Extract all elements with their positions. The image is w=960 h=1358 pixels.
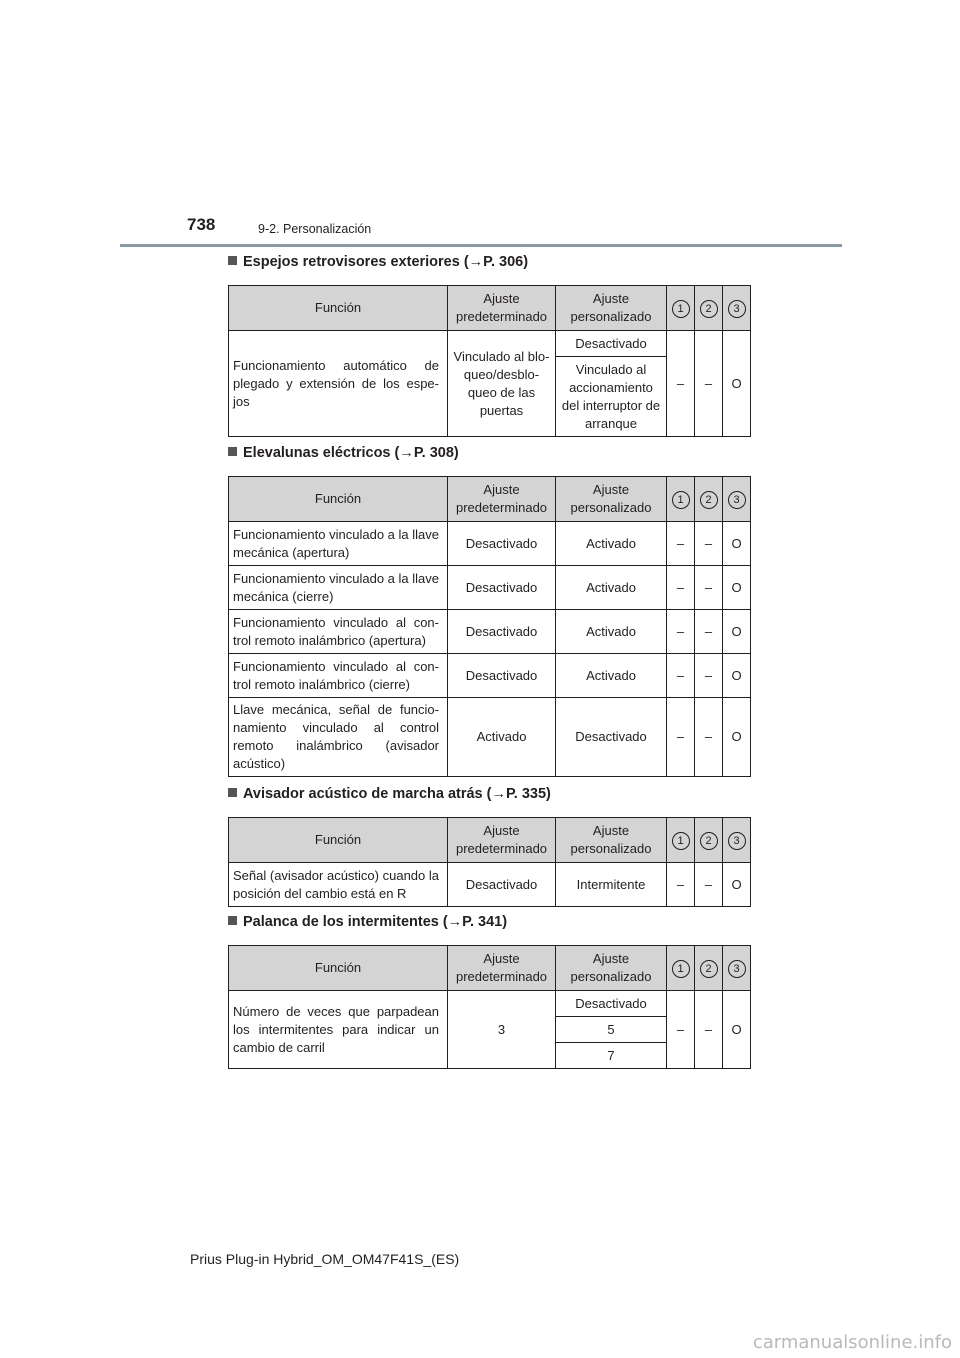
cell-c3: O [723,698,751,777]
table-elevalunas [228,476,751,777]
col-3 [723,286,751,331]
col-ajuste-personalizado: Ajuste personalizado [556,818,667,863]
bullet-square-icon [228,447,237,456]
circled-1-icon: 1 [672,491,690,509]
cell-c1: – [667,863,695,907]
cell-c2: – [695,331,723,437]
table-row [229,654,751,698]
cell-funcion: Funcionamiento vinculado al con-trol remoto inalámbrico (cierre) [229,654,448,698]
cell-c1: – [667,331,695,437]
col-funcion: Función [229,477,448,522]
cell-pers: Activado [556,522,667,566]
table-espejos [228,285,751,437]
circled-2-icon: 2 [700,832,718,850]
cell-c3: O [723,991,751,1069]
cell-pred: Desactivado [448,522,556,566]
col-2 [695,477,723,522]
cell-pers: Desactivado [556,698,667,777]
cell-pers: Activado [556,654,667,698]
cell-pers: Activado [556,610,667,654]
cell-pers: Vinculado al accionamiento del interruptor de arranque [556,357,667,437]
col-ajuste-predeterminado: Ajuste predeterminado [448,286,556,331]
cell-pers: Desactivado [556,331,667,357]
circled-2-icon: 2 [700,300,718,318]
circled-3-icon: 3 [728,832,746,850]
col-1 [667,286,695,331]
col-ajuste-predeterminado: Ajuste predeterminado [448,946,556,991]
cell-pers: Activado [556,566,667,610]
heading-espejos [228,254,528,270]
cell-pred: Desactivado [448,566,556,610]
table-avisador [228,817,751,907]
cell-pers: 7 [556,1043,667,1069]
heading-avisador [228,786,551,802]
cell-pred: Desactivado [448,654,556,698]
cell-funcion: Señal (avisador acústico) cuando la posición del cambio está en R [229,863,448,907]
heading-intermitentes [228,914,507,930]
cell-c2: – [695,698,723,777]
col-1 [667,818,695,863]
cell-c3: O [723,610,751,654]
col-ajuste-predeterminado: Ajuste predeterminado [448,818,556,863]
table-row [229,698,751,777]
cell-c1: – [667,654,695,698]
heading-text: Avisador acústico de marcha atrás (→P. 335) [243,786,551,802]
bullet-square-icon [228,916,237,925]
circled-1-icon: 1 [672,832,690,850]
cell-funcion: Número de veces que parpadean los intermitentes para indicar un cambio de carril [229,991,448,1069]
bullet-square-icon [228,788,237,797]
col-1 [667,946,695,991]
col-funcion: Función [229,946,448,991]
cell-c2: – [695,863,723,907]
cell-c1: – [667,698,695,777]
table-row [229,566,751,610]
col-ajuste-personalizado: Ajuste personalizado [556,477,667,522]
circled-1-icon: 1 [672,300,690,318]
cell-c2: – [695,610,723,654]
cell-funcion: Funcionamiento vinculado al con-trol remoto inalámbrico (apertura) [229,610,448,654]
circled-3-icon: 3 [728,491,746,509]
page-number: 738 [187,215,216,234]
cell-c1: – [667,991,695,1069]
cell-funcion: Funcionamiento vinculado a la llave mecánica (apertura) [229,522,448,566]
cell-c3: O [723,566,751,610]
col-ajuste-personalizado: Ajuste personalizado [556,946,667,991]
cell-funcion: Funcionamiento vinculado a la llave mecánica (cierre) [229,566,448,610]
col-3 [723,818,751,863]
cell-pred: Desactivado [448,863,556,907]
col-3 [723,946,751,991]
cell-pers: Intermitente [556,863,667,907]
table-row [229,331,751,357]
table-row [229,991,751,1017]
cell-c1: – [667,610,695,654]
table-intermitentes [228,945,751,1069]
cell-pred: Desactivado [448,610,556,654]
col-2 [695,818,723,863]
col-funcion: Función [229,818,448,863]
header-rule [120,244,842,247]
cell-c3: O [723,522,751,566]
col-ajuste-personalizado: Ajuste personalizado [556,286,667,331]
bullet-square-icon [228,256,237,265]
section-title: 9-2. Personalización [258,222,372,236]
cell-c2: – [695,654,723,698]
cell-funcion: Funcionamiento automático de plegado y extensión de los espe-jos [229,331,448,437]
cell-pred: Vinculado al blo-queo/desblo-queo de las puertas [448,331,556,437]
circled-2-icon: 2 [700,491,718,509]
cell-pers: Desactivado [556,991,667,1017]
cell-c3: O [723,331,751,437]
circled-2-icon: 2 [700,960,718,978]
circled-3-icon: 3 [728,300,746,318]
cell-c1: – [667,566,695,610]
watermark: carmanualsonline.info [752,1332,952,1353]
table-row [229,522,751,566]
col-2 [695,286,723,331]
table-row [229,863,751,907]
cell-pers: 5 [556,1017,667,1043]
col-funcion: Función [229,286,448,331]
heading-text: Palanca de los intermitentes (→P. 341) [243,914,508,930]
col-1 [667,477,695,522]
circled-1-icon: 1 [672,960,690,978]
col-2 [695,946,723,991]
footer-text: Prius Plug-in Hybrid_OM_OM47F41S_(ES) [190,1251,460,1267]
cell-c2: – [695,991,723,1069]
circled-3-icon: 3 [728,960,746,978]
cell-pred: Activado [448,698,556,777]
heading-elevalunas [228,445,459,461]
cell-pred: 3 [448,991,556,1069]
cell-c3: O [723,863,751,907]
col-ajuste-predeterminado: Ajuste predeterminado [448,477,556,522]
col-3 [723,477,751,522]
cell-funcion: Llave mecánica, señal de funcio-namiento vinculado al control remoto inalámbrico (avisador acústico) [229,698,448,777]
cell-c2: – [695,522,723,566]
table-row [229,610,751,654]
cell-c2: – [695,566,723,610]
cell-c3: O [723,654,751,698]
heading-text: Espejos retrovisores exteriores (→P. 306) [243,254,529,270]
heading-text: Elevalunas eléctricos (→P. 308) [243,445,459,461]
cell-c1: – [667,522,695,566]
